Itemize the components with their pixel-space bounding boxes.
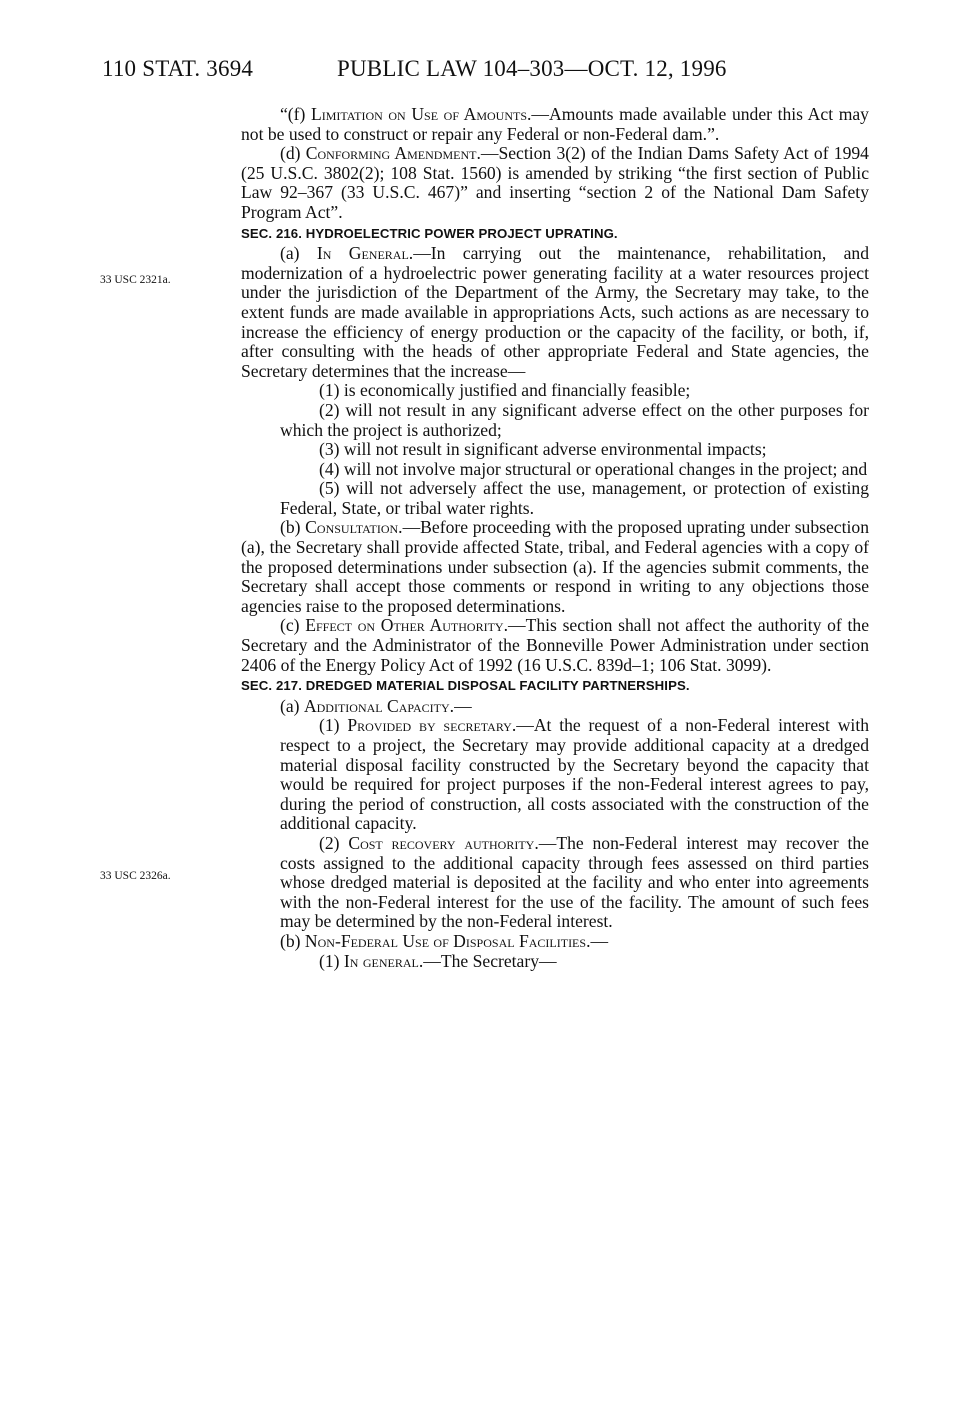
subsection-heading: Effect on Other Authority. bbox=[305, 615, 508, 636]
paragraph-217a1: (1) Provided by secretary.—At the request of a non-Federal interest with respect to a project, the Secretary may provide additional capacity at a dredged material disposal facility constructed by the Secretary beyond the capacity that would be required for project purposes if the non-Federal interest agrees to pay, during the period of construction, all costs associated with the construction of the additional capacity. bbox=[280, 715, 870, 834]
section-216-heading: SEC. 216. HYDROELECTRIC POWER PROJECT UPRATING. bbox=[241, 225, 618, 241]
paragraph-217a2: (2) Cost recovery authority.—The non-Federal interest may recover the costs assigned to the additional capacity through fees assessed on third parties whose dredged material is deposited at the facility and who enter into agreements with the non-Federal interest for the use of the facility. The amount of such fees may be determined by the non-Federal interest. bbox=[280, 832, 869, 932]
subsection-heading: Consultation. bbox=[305, 517, 403, 538]
subsection-217b: (b) Non-Federal Use of Disposal Facilities.— bbox=[280, 930, 609, 951]
running-header bbox=[0, 56, 954, 86]
list-item: (4) will not involve major structural or operational changes in the project; and bbox=[319, 458, 868, 479]
subsection-heading: Limitation on Use of Amounts. bbox=[311, 104, 532, 124]
section-217-heading: SEC. 217. DREDGED MATERIAL DISPOSAL FACILITY PARTNERSHIPS. bbox=[241, 678, 690, 694]
list-item: (3) will not result in significant adverse environmental impacts; bbox=[319, 439, 767, 460]
margin-note-2321a: 33 USC 2321a. bbox=[100, 274, 171, 286]
stat-page-number: 110 STAT. 3694 bbox=[102, 56, 254, 81]
paragraph-heading: Provided by secretary. bbox=[347, 715, 517, 736]
subsection-heading: In General. bbox=[316, 243, 414, 264]
paragraph-heading: In general. bbox=[343, 950, 424, 971]
document-body bbox=[241, 105, 869, 971]
subsection-heading: Additional Capacity. bbox=[303, 695, 455, 716]
subsection-216a: (a) In General.—In carrying out the maintenance, rehabilitation, and modernization of a hydroelectric power generating facility at a water resources project under the jurisdiction of the Department of the Army, the Secretary may take, to the extent funds are made available in appropriations Acts, such actions as are necessary to increase the efficiency of energy production or the capacity of the facility, or both, if, after consulting with the heads of other appropriate Federal and State agencies, the Secretary determines that the increase— bbox=[241, 243, 869, 381]
subsection-f: “(f) Limitation on Use of Amounts.—Amounts made available under this Act may not be used to construct or repair any Federal or non-Federal dam.”. bbox=[241, 104, 869, 144]
list-item: (2) will not result in any significant adverse effect on the other purposes for which the project is authorized; bbox=[280, 399, 869, 440]
subsection-217a: (a) Additional Capacity.— bbox=[280, 695, 472, 716]
margin-note-2326a: 33 USC 2326a. bbox=[100, 870, 171, 882]
subsection-heading: Conforming Amendment. bbox=[305, 143, 481, 164]
subsection-216c: (c) Effect on Other Authority.—This section shall not affect the authority of the Secretary and the Administrator of the Bonneville Power Administration under section 2406 of the Energy Policy Act of 1992 (16 U.S.C. 839d–1; 106 Stat. 3099). bbox=[241, 615, 869, 675]
subsection-d: (d) Conforming Amendment.—Section 3(2) of the Indian Dams Safety Act of 1994 (25 U.S.C. 3802(2); 108 Stat. 1560) is amended by striking “the first section of Public Law 92–367 (33 U.S.C. 467)” and inserting “section 2 of the National Dam Safety Program Act”. bbox=[241, 143, 869, 222]
paragraph-217b1: (1) In general.—The Secretary— bbox=[319, 950, 557, 971]
list-item: (5) will not adversely affect the use, management, or protection of existing Federal, State, or tribal water rights. bbox=[280, 478, 869, 518]
paragraph-heading: Cost recovery authority. bbox=[348, 832, 539, 853]
subsection-216b: (b) Consultation.—Before proceeding with the proposed uprating under subsection (a), the Secretary shall provide affected State, tribal, and Federal agencies with a copy of the proposed determinations under subsection (a). If the agencies submit comments, the Secretary shall accept those comments or respond in writing to any objections those agencies raise to the proposed determinations. bbox=[241, 517, 869, 616]
list-item: (1) is economically justified and financially feasible; bbox=[319, 380, 691, 401]
subsection-heading: Non-Federal Use of Disposal Facilities. bbox=[304, 930, 591, 951]
public-law-title: PUBLIC LAW 104–303—OCT. 12, 1996 bbox=[337, 56, 727, 81]
